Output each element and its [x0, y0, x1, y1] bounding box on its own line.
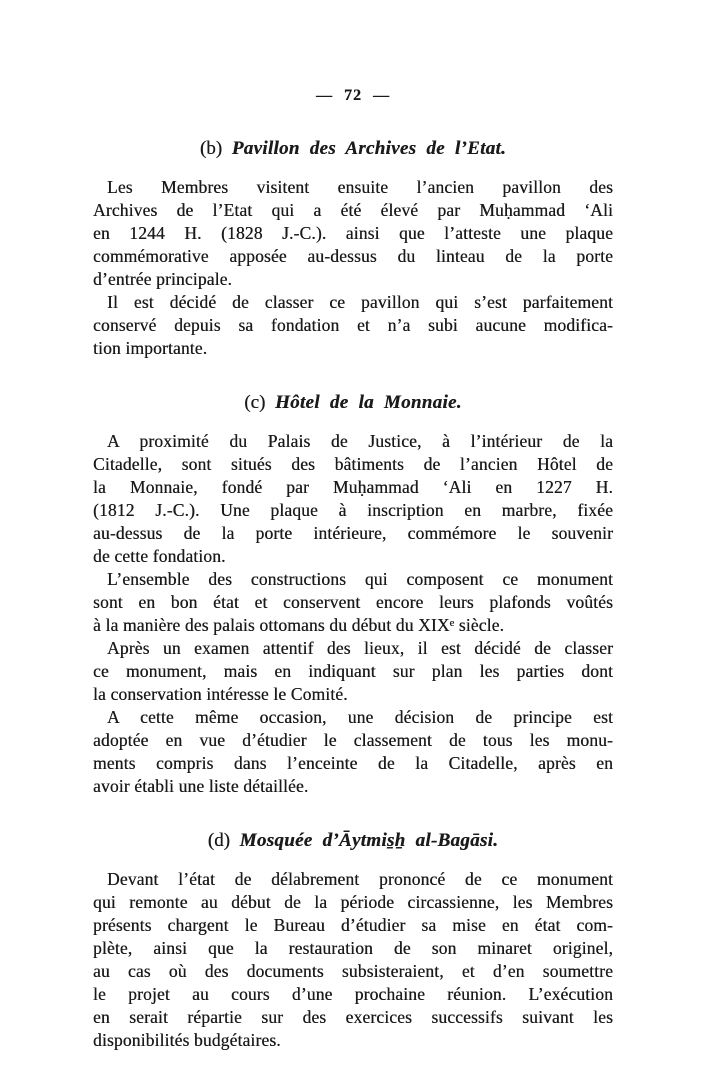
- text-line: adoptée en vue d’étudier le classement de tous les monu-: [93, 730, 613, 750]
- section-title: Pavillon des Archives de l’Etat.: [231, 138, 507, 159]
- text-line: Devant l’état de délabrement prononcé de ce monument: [107, 869, 613, 889]
- text-line: Après un examen attentif des lieux, il est décidé de classer: [107, 638, 613, 658]
- text-line: le projet au cours d’une prochaine réunion. L’exécution: [93, 984, 613, 1004]
- text-line: au-dessus de la porte intérieure, commémore le souvenir: [93, 523, 613, 543]
- paragraph: [93, 706, 613, 798]
- text-line: au cas où des documents subsisteraient, et d’en soumettre: [93, 961, 613, 981]
- text-line: (1812 J.-C.). Une plaque à inscription en marbre, fixée: [93, 500, 613, 520]
- paragraph: [93, 430, 613, 568]
- text-line: commémorative apposée au-dessus du linteau de la porte: [93, 246, 613, 266]
- text-line: qui remonte au début de la période circassienne, les Membres: [93, 892, 613, 912]
- page-number: — 72 —: [316, 87, 390, 104]
- section-label: (d): [207, 830, 240, 851]
- paragraph: [93, 568, 613, 637]
- text-line: ments compris dans l’enceinte de la Citadelle, après en: [93, 753, 613, 773]
- text-line: A cette même occasion, une décision de principe est: [107, 707, 613, 727]
- section-title: Hôtel de la Monnaie.: [275, 392, 462, 413]
- text-line: ce monument, mais en indiquant sur plan les parties dont: [93, 661, 613, 681]
- section-label: (b): [199, 138, 232, 159]
- text-line: disponibilités budgétaires.: [93, 1030, 281, 1050]
- text-line: Les Membres visitent ensuite l’ancien pavillon des: [107, 177, 613, 197]
- text-line: à la manière des palais ottomans du début du XIXᵉ siècle.: [93, 615, 505, 635]
- paragraph: [93, 868, 613, 1052]
- text-line: plète, ainsi que la restauration de son minaret originel,: [93, 938, 613, 958]
- text-line: Archives de l’Etat qui a été élevé par Muḥammad ‘Ali: [93, 200, 613, 220]
- text-line: avoir établi une liste détaillée.: [93, 776, 309, 796]
- text-line: Il est décidé de classer ce pavillon qui s’est parfaitement: [107, 292, 613, 312]
- section-heading: [93, 828, 613, 854]
- text-line: Citadelle, sont situés des bâtiments de l’ancien Hôtel de: [93, 454, 613, 474]
- section-heading: [93, 390, 613, 416]
- text-line: sont en bon état et conservent encore leurs plafonds voûtés: [93, 592, 613, 612]
- text-line: tion importante.: [93, 338, 208, 358]
- text-block: [93, 86, 613, 1052]
- section-title: Mosquée d’Āytmis̱ẖ al-Bagāsi.: [239, 830, 499, 851]
- text-line: d’entrée principale.: [93, 269, 233, 289]
- paragraph: [93, 176, 613, 291]
- paragraph: [93, 637, 613, 706]
- section-heading: [93, 136, 613, 162]
- section-label: (c): [244, 392, 276, 413]
- document-content: [93, 136, 613, 1052]
- text-line: A proximité du Palais de Justice, à l’intérieur de la: [107, 431, 613, 451]
- text-line: L’ensemble des constructions qui composent ce monument: [107, 569, 613, 589]
- text-line: présents chargent le Bureau d’étudier sa mise en état com-: [93, 915, 613, 935]
- text-line: en 1244 H. (1828 J.-C.). ainsi que l’atteste une plaque: [93, 223, 613, 243]
- text-line: de cette fondation.: [93, 546, 226, 566]
- text-line: la conservation intéresse le Comité.: [93, 684, 348, 704]
- text-line: conservé depuis sa fondation et n’a subi aucune modifica-: [93, 315, 613, 335]
- text-line: la Monnaie, fondé par Muḥammad ‘Ali en 1227 H.: [93, 477, 613, 497]
- paragraph: [93, 291, 613, 360]
- text-line: en serait répartie sur des exercices successifs suivant les: [93, 1007, 613, 1027]
